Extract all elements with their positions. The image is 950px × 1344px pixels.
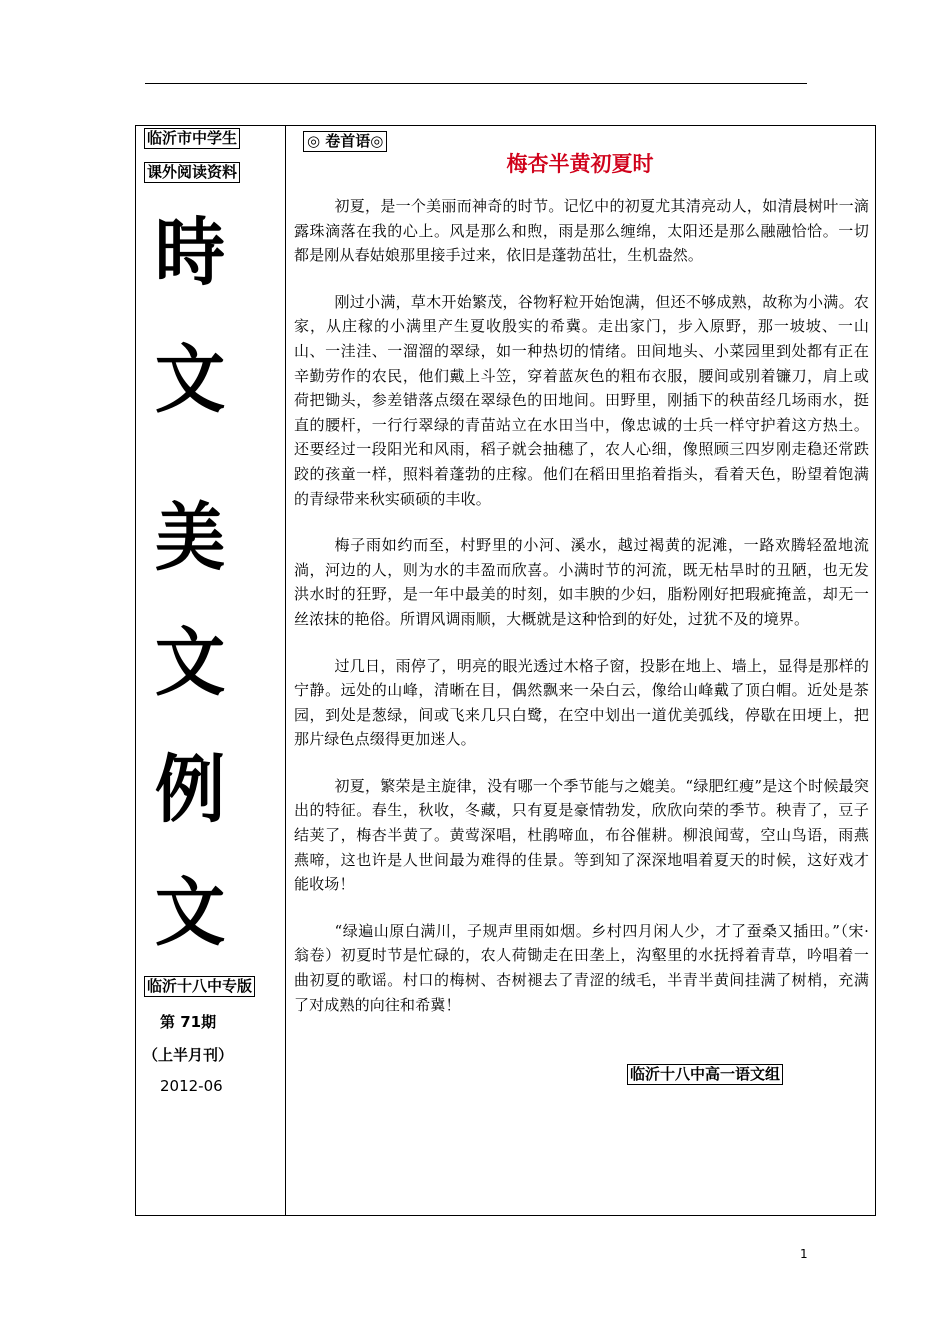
calligraphy-char-4: 文 xyxy=(154,620,226,706)
calligraphy-char-3: 美 xyxy=(154,495,226,581)
issue-date: 2012-06 xyxy=(160,1077,223,1095)
paragraph-2: 刚过小满，草木开始繁茂，谷物籽粒开始饱满，但还不够成熟，故称为小满。农家，从庄稼的小满里产生夏收殷实的希冀。走出家门，步入原野，那一坡坡、一山山、一洼洼、一溜溜的翠绿，如一种热切的情绪。田间地头、小菜园里到处都有正在辛勤劳作的农民，他们戴上斗笠，穿着蓝灰色的粗布衣服，腰间或别着镰刀，肩上或荷把锄头，参差错落点缀在翠绿色的田地间。田野里，刚插下的秧苗经几场雨水，挺直的腰杆，一行行翠绿的青苗站立在水田当中，像忠诚的士兵一样守护着这方热土。还要经过一段阳光和风雨，稻子就会抽穗了，农人心细，像照顾三四岁刚走稳还常跌跤的孩童一样，照料着蓬勃的庄稼。他们在稻田里掐着指头，看着天色，盼望着饱满的青绿带来秋实硕硕的丰收。 xyxy=(294,292,869,508)
school-label: 临沂市中学生 xyxy=(144,128,240,149)
paragraph-6: “绿遍山原白满川，子规声里雨如烟。乡村四月闲人少，才了蚕桑又插田。”（宋·翁卷）初夏时节是忙碌的，农人荷锄走在田垄上，沟壑里的水抚捋着青草，吟唱着一曲初夏的歌谣。村口的梅树、杏树褪去了青涩的绒毛，半青半黄间挂满了树梢，充满了对成熟的向往和希冀！ xyxy=(294,921,869,1014)
paragraph-5: 初夏，繁荣是主旋律，没有哪一个季节能与之媲美。“绿肥红瘦”是这个时候最突出的特征。春生，秋收，冬藏，只有夏是豪情勃发，欣欣向荣的季节。秧青了，豆子结荚了，梅杏半黄了。黄莺深唱，杜鹃啼血，布谷催耕。柳浪闻莺，空山鸟语，雨燕燕啼，这也许是人世间最为难得的佳景。等到知了深深地唱着夏天的时候，这好戏才能收场！ xyxy=(294,776,869,894)
subtitle-label: 课外阅读资料 xyxy=(144,162,240,183)
article-title: 梅杏半黄初夏时 xyxy=(506,152,654,176)
calligraphy-char-6: 文 xyxy=(154,870,226,956)
paragraph-1: 初夏，是一个美丽而神奇的时节。记忆中的初夏尤其清亮动人，如清晨树叶一滴露珠滴落在我的心上。风是那么和煦，雨是那么缠绵，太阳还是那么融融恰恰。一切都是刚从春姑娘那里接手过来，依旧是蓬勃茁壮，生机盎然。 xyxy=(294,197,869,265)
page-number: 1 xyxy=(800,1247,808,1261)
calligraphy-char-1: 時 xyxy=(154,210,226,296)
paragraph-4: 过几日，雨停了，明亮的眼光透过木格子窗，投影在地上、墙上，显得是那样的宁静。远处的山峰，清晰在目，偶然飘来一朵白云，像给山峰戴了顶白帽。近处是茶园，到处是葱绿，间或飞来几只白鹭，在空中划出一道优美弧线，停歇在田埂上，把那片绿色点缀得更加迷人。 xyxy=(294,656,869,749)
paragraph-3: 梅子雨如约而至，村野里的小河、溪水，越过褐黄的泥滩，一路欢腾轻盈地流淌，河边的人，则为水的丰盈而欣喜。小满时节的河流，既无枯旱时的丑陋，也无发洪水时的狂野，是一年中最美的时刻，如丰腴的少妇，脂粉刚好把瑕疵掩盖，却无一丝浓抹的艳俗。所谓风调雨顺，大概就是这种恰到的好处，过犹不及的境界。 xyxy=(294,536,869,628)
article-body xyxy=(294,194,869,1039)
author-signature: 临沂十八中高一语文组 xyxy=(627,1064,783,1085)
column-divider xyxy=(285,125,286,1216)
issue-number: 第 71期 xyxy=(160,1013,217,1031)
header-rule xyxy=(145,83,807,84)
calligraphy-char-5: 例 xyxy=(154,747,226,833)
calligraphy-char-2: 文 xyxy=(154,337,226,423)
issue-frequency: （上半月刊） xyxy=(143,1046,234,1064)
section-tag: ◎ 卷首语◎ xyxy=(303,131,387,152)
edition-label: 临沂十八中专版 xyxy=(144,976,255,997)
